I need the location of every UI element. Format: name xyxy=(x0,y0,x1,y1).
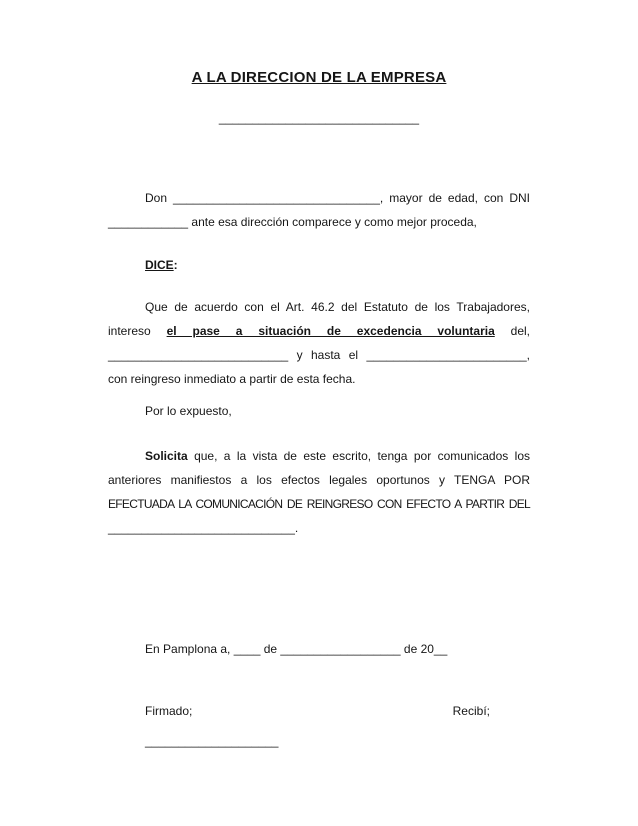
signature-blank-line: ____________________ xyxy=(145,734,279,748)
solicita-line-1 xyxy=(108,444,530,468)
signature-row xyxy=(108,699,530,723)
por-lo-expuesto: Por lo expuesto, xyxy=(145,404,232,418)
solicita-line-1-rest: que, a la vista de este escrito, tenga por comunicados los xyxy=(187,449,530,463)
solicita-line-3: EFECTUADA LA COMUNICACIÓN DE REINGRESO CON EFECTO A PARTIR DEL xyxy=(108,497,530,511)
solicita-line-2: anteriores manifiestos a los efectos legales oportunos y TENGA POR xyxy=(108,473,530,487)
solicita-paragraph xyxy=(108,444,530,540)
dice-colon: : xyxy=(173,258,178,272)
request-line-3: ___________________________ y hasta el ________________________, xyxy=(108,348,530,362)
request-line-4: con reingreso inmediato a partir de esta fecha. xyxy=(108,372,356,386)
intro-line-2: ____________ ante esa dirección comparece y como mejor proceda, xyxy=(108,215,477,229)
intro-line-1: Don _______________________________, mayor de edad, con DNI xyxy=(145,191,530,205)
firmado-label: Firmado; xyxy=(145,704,193,718)
dice-word: DICE xyxy=(145,258,174,272)
excedencia-bold-phrase: el pase a situación de excedencia voluntaria xyxy=(166,324,495,338)
intro-paragraph xyxy=(108,186,530,234)
letter-title: A LA DIRECCION DE LA EMPRESA xyxy=(191,69,447,86)
recipient-blank-line: ______________________________ xyxy=(218,111,420,125)
solicita-word: Solicita xyxy=(145,449,188,463)
request-paragraph xyxy=(108,295,530,391)
solicita-line-4: ____________________________. xyxy=(108,521,299,535)
recibi-label: Recibí; xyxy=(452,704,490,718)
request-line-2 xyxy=(108,319,530,343)
request-line-1: Que de acuerdo con el Art. 46.2 del Estatuto de los Trabajadores, xyxy=(145,300,530,314)
date-line: En Pamplona a, ____ de __________________ de 20__ xyxy=(145,642,448,656)
dice-heading xyxy=(108,253,530,277)
request-line-2-post: del, xyxy=(494,324,530,338)
request-line-2-pre: intereso xyxy=(108,324,167,338)
